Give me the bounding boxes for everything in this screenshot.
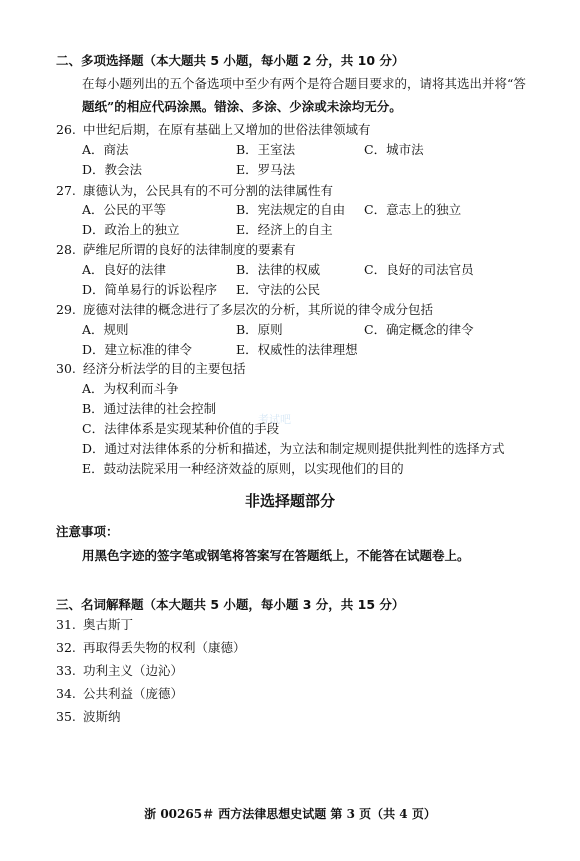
option-28-e: E．守法的公民	[236, 282, 321, 297]
question-27	[56, 182, 333, 200]
option-27-e: E．经济上的自主	[236, 222, 333, 237]
question-text: 中世纪后期，在原有基础上又增加的世俗法律领域有	[83, 122, 371, 137]
option-29-d: D．建立标准的律令	[82, 342, 193, 357]
option-29-b: B．原则	[236, 322, 283, 337]
part-2-title: 非选择题部分	[244, 492, 335, 510]
option-30-c: C．法律体系是实现某种价值的手段	[82, 421, 280, 436]
notice-label: 注意事项：	[56, 524, 119, 539]
question-29	[56, 301, 433, 319]
option-28-a: A．良好的法律	[82, 262, 167, 277]
option-27-b: B．宪法规定的自由	[236, 202, 346, 217]
question-number: 27.	[56, 183, 76, 198]
question-28	[56, 241, 296, 259]
option-26-c: C．城市法	[364, 142, 424, 157]
term-text: 功利主义（边沁）	[83, 663, 184, 678]
notice-text: 用黑色字迹的签字笔或钢笔将答案写在答题纸上，不能答在试题卷上。	[82, 548, 470, 563]
question-number: 30.	[56, 361, 76, 376]
watermark-logo: 考试吧	[258, 413, 291, 426]
option-27-a: A．公民的平等	[82, 202, 167, 217]
term-33	[56, 662, 183, 680]
term-text: 公共利益（庞德）	[83, 686, 184, 701]
question-text: 经济分析法学的目的主要包括	[83, 361, 246, 376]
question-number: 26.	[56, 122, 76, 137]
page-footer: 浙 00265＃ 西方法律思想史试题 第 3 页（共 4 页）	[144, 807, 436, 821]
option-28-c: C．良好的司法官员	[364, 262, 474, 277]
option-26-d: D．教会法	[82, 162, 143, 177]
question-text: 萨维尼所谓的良好的法律制度的要素有	[83, 242, 296, 257]
option-30-a: A．为权利而斗争	[82, 381, 179, 396]
section-3-heading: 三、名词解释题（本大题共 5 小题，每小题 3 分，共 15 分）	[56, 597, 405, 612]
term-31	[56, 616, 133, 634]
section-2-instruction-line-1: 在每小题列出的五个备选项中至少有两个是符合题目要求的，请将其选出并将“答	[82, 76, 526, 91]
option-29-a: A．规则	[82, 322, 129, 337]
option-29-c: C．确定概念的律令	[364, 322, 474, 337]
option-30-e: E．鼓动法院采用一种经济效益的原则，以实现他们的目的	[82, 461, 404, 476]
question-text: 康德认为，公民具有的不可分割的法律属性有	[83, 183, 334, 198]
term-number: 31.	[56, 617, 76, 632]
option-26-a: A．商法	[82, 142, 129, 157]
option-27-d: D．政治上的独立	[82, 222, 180, 237]
question-30	[56, 360, 246, 378]
term-35	[56, 708, 121, 726]
term-number: 35.	[56, 709, 76, 724]
section-2-instruction-line-2: 题纸”的相应代码涂黑。错涂、多涂、少涂或未涂均无分。	[82, 99, 402, 114]
term-text: 再取得丢失物的权利（康德）	[83, 640, 246, 655]
question-text: 庞德对法律的概念进行了多层次的分析，其所说的律令成分包括	[83, 302, 434, 317]
term-34	[56, 685, 183, 703]
option-28-d: D．简单易行的诉讼程序	[82, 282, 218, 297]
option-30-b: B．通过法律的社会控制	[82, 401, 217, 416]
term-number: 34.	[56, 686, 76, 701]
term-number: 33.	[56, 663, 76, 678]
term-number: 32.	[56, 640, 76, 655]
term-text: 奥古斯丁	[83, 617, 134, 632]
option-26-e: E．罗马法	[236, 162, 296, 177]
question-number: 28.	[56, 242, 76, 257]
option-27-c: C．意志上的独立	[364, 202, 462, 217]
option-26-b: B．王室法	[236, 142, 296, 157]
term-text: 波斯纳	[83, 709, 121, 724]
term-32	[56, 639, 246, 657]
question-26	[56, 121, 371, 139]
option-29-e: E．权威性的法律理想	[236, 342, 358, 357]
option-30-d: D．通过对法律体系的分析和描述，为立法和制定规则提供批判性的选择方式	[82, 441, 505, 456]
option-28-b: B．法律的权威	[236, 262, 321, 277]
section-2-heading: 二、多项选择题（本大题共 5 小题，每小题 2 分，共 10 分）	[56, 53, 405, 68]
question-number: 29.	[56, 302, 76, 317]
